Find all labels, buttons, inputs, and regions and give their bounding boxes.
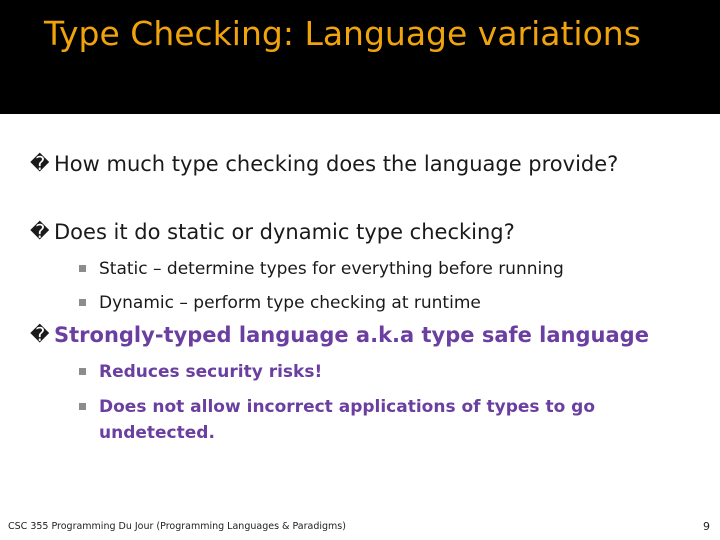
- square-bullet-icon: [79, 299, 86, 306]
- bullet-item: [30, 321, 710, 350]
- sub-bullet-item: [79, 359, 699, 385]
- bullet-item: [30, 150, 630, 179]
- sub-bullet-text-emphasis: Reduces security risks!: [99, 362, 323, 382]
- bullet-text: How much type checking does the language provide?: [54, 152, 619, 176]
- sub-bullet-text: Static – determine types for everything before running: [99, 259, 564, 279]
- bullet-glyph-icon: �: [30, 221, 50, 243]
- slide-title: Type Checking: Language variations: [44, 14, 641, 53]
- sub-bullet-text-emphasis: Does not allow incorrect applications of types to go undetected.: [99, 397, 596, 443]
- bullet-glyph-icon: �: [30, 324, 50, 346]
- square-bullet-icon: [79, 265, 86, 272]
- sub-bullet-item: [79, 394, 659, 446]
- page-number: 9: [703, 520, 710, 533]
- sub-bullet-item: [79, 290, 699, 316]
- square-bullet-icon: [79, 403, 86, 410]
- bullet-text: Does it do static or dynamic type checking?: [54, 220, 515, 244]
- sub-bullet-text: Dynamic – perform type checking at runtime: [99, 293, 481, 313]
- slide-footer: CSC 355 Programming Du Jour (Programming Languages & Paradigms): [8, 521, 346, 532]
- square-bullet-icon: [79, 368, 86, 375]
- bullet-text-emphasis: Strongly-typed language a.k.a type safe language: [54, 323, 649, 347]
- sub-bullet-item: [79, 256, 699, 282]
- bullet-item: [30, 218, 670, 247]
- bullet-glyph-icon: �: [30, 153, 50, 175]
- title-bar: [0, 0, 720, 114]
